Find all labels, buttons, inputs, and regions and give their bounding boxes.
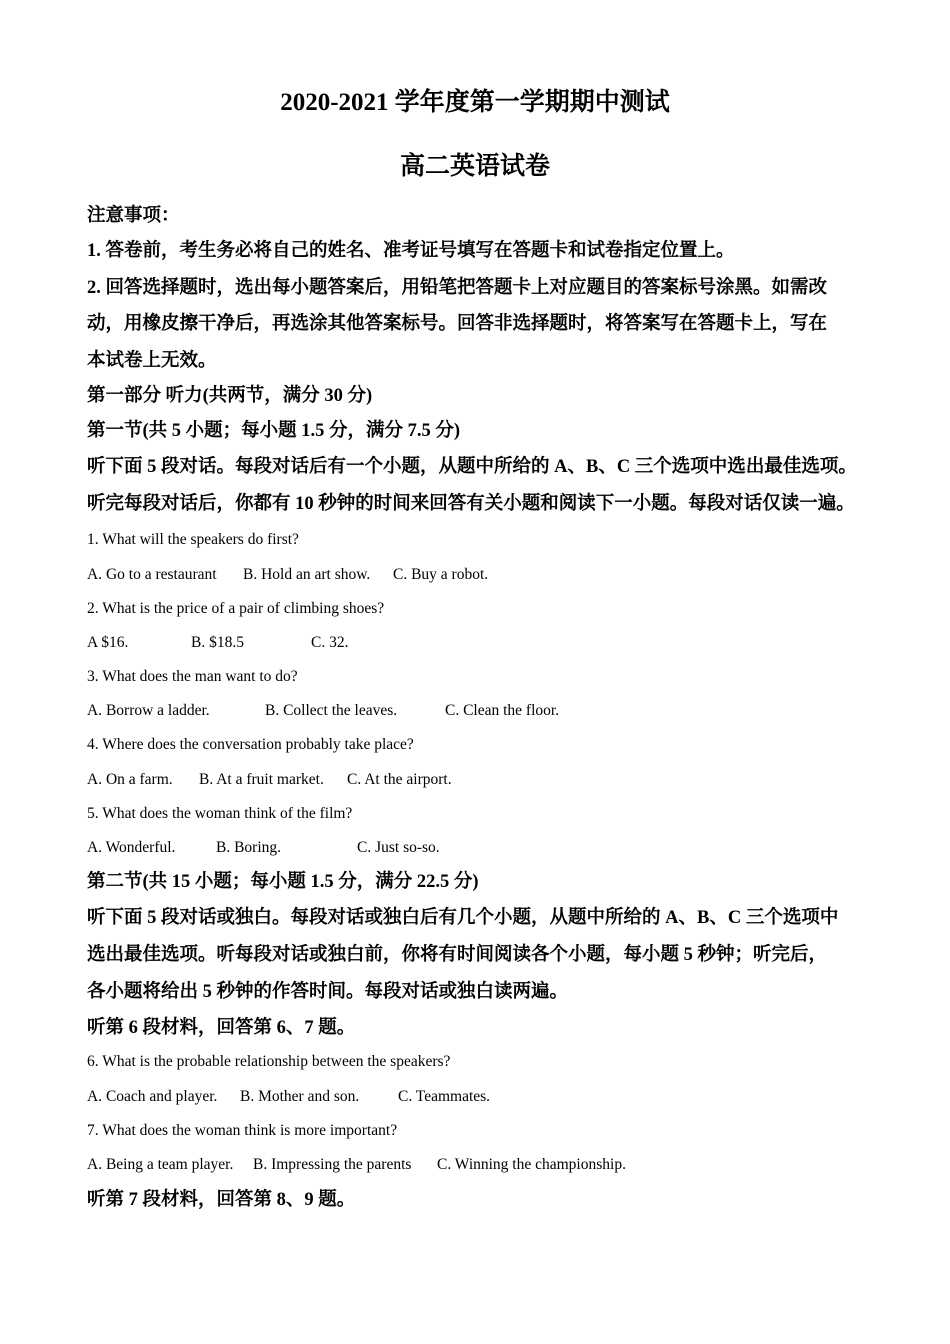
option-c: C. 32. — [311, 634, 349, 651]
option-a: A. Coach and player. — [87, 1088, 218, 1105]
section2-instruction-2: 选出最佳选项。听每段对话或独白前，你将有时间阅读各个小题，每小题 5 秒钟；听完后， — [87, 945, 828, 965]
question-1: 1. What will the speakers do first? — [87, 531, 299, 548]
option-c: C. Just so-so. — [357, 839, 440, 856]
question-2: 2. What is the price of a pair of climbing shoes? — [87, 600, 385, 617]
section1-instruction-2: 听完每段对话后，你都有 10 秒钟的时间来回答有关小题和阅读下一小题。每段对话仅读一遍。 — [87, 494, 855, 514]
question-7-options — [87, 1155, 887, 1175]
question-5-options — [87, 838, 887, 858]
option-b: B. Hold an art show. — [243, 566, 371, 583]
option-a: A. Go to a restaurant — [87, 566, 217, 583]
option-b: B. Impressing the parents — [253, 1156, 412, 1173]
option-b: B. $18.5 — [191, 634, 244, 651]
section2-heading: 第二节(共 15 小题；每小题 1.5 分，满分 22.5 分) — [87, 872, 479, 892]
option-b: B. At a fruit market. — [199, 771, 324, 788]
question-1-options — [87, 565, 887, 585]
option-c: C. At the airport. — [347, 771, 452, 788]
option-a: A $16. — [87, 634, 129, 651]
option-b: B. Mother and son. — [240, 1088, 360, 1105]
section2-instruction-1: 听下面 5 段对话或独白。每段对话或独白后有几个小题，从题中所给的 A、B、C 三个选项中 — [87, 908, 839, 928]
option-c: C. Clean the floor. — [445, 702, 560, 719]
material-7-heading: 听第 7 段材料，回答第 8、9 题。 — [87, 1190, 356, 1210]
option-c: C. Buy a robot. — [393, 566, 489, 583]
section1-instruction-1: 听下面 5 段对话。每段对话后有一个小题，从题中所给的 A、B、C 三个选项中选出最佳选项。 — [87, 457, 857, 477]
part1-heading: 第一部分 听力(共两节，满分 30 分) — [87, 386, 373, 406]
question-6-options — [87, 1087, 887, 1107]
option-a: A. On a farm. — [87, 771, 173, 788]
question-3-options — [87, 701, 887, 721]
notice-item-1: 1. 答卷前，考生务必将自己的姓名、准考证号填写在答题卡和试卷指定位置上。 — [87, 241, 735, 261]
option-a: A. Being a team player. — [87, 1156, 234, 1173]
option-a: A. Borrow a ladder. — [87, 702, 210, 719]
question-6: 6. What is the probable relationship between the speakers? — [87, 1053, 451, 1070]
notice-heading: 注意事项： — [87, 206, 180, 226]
notice-item-2-line-2: 动，用橡皮擦干净后，再选涂其他答案标号。回答非选择题时，将答案写在答题卡上，写在 — [87, 314, 828, 334]
exam-title: 2020-2021 学年度第一学期期中测试 — [280, 89, 670, 116]
question-4: 4. Where does the conversation probably take place? — [87, 736, 414, 753]
notice-item-2-line-1: 2. 回答选择题时，选出每小题答案后，用铅笔把答题卡上对应题目的答案标号涂黑。如需改 — [87, 278, 828, 298]
question-5: 5. What does the woman think of the film? — [87, 805, 353, 822]
option-a: A. Wonderful. — [87, 839, 176, 856]
material-6-heading: 听第 6 段材料，回答第 6、7 题。 — [87, 1018, 356, 1038]
exam-subtitle: 高二英语试卷 — [399, 153, 550, 180]
question-2-options — [87, 633, 887, 653]
option-b: B. Boring. — [216, 839, 282, 856]
option-c: C. Winning the championship. — [437, 1156, 626, 1173]
notice-item-2-line-3: 本试卷上无效。 — [87, 351, 217, 371]
option-b: B. Collect the leaves. — [265, 702, 398, 719]
option-c: C. Teammates. — [398, 1088, 491, 1105]
section1-heading: 第一节(共 5 小题；每小题 1.5 分，满分 7.5 分) — [87, 421, 461, 441]
question-7: 7. What does the woman think is more important? — [87, 1122, 398, 1139]
section2-instruction-3: 各小题将给出 5 秒钟的作答时间。每段对话或独白读两遍。 — [87, 982, 569, 1002]
question-4-options — [87, 770, 887, 790]
question-3: 3. What does the man want to do? — [87, 668, 298, 685]
